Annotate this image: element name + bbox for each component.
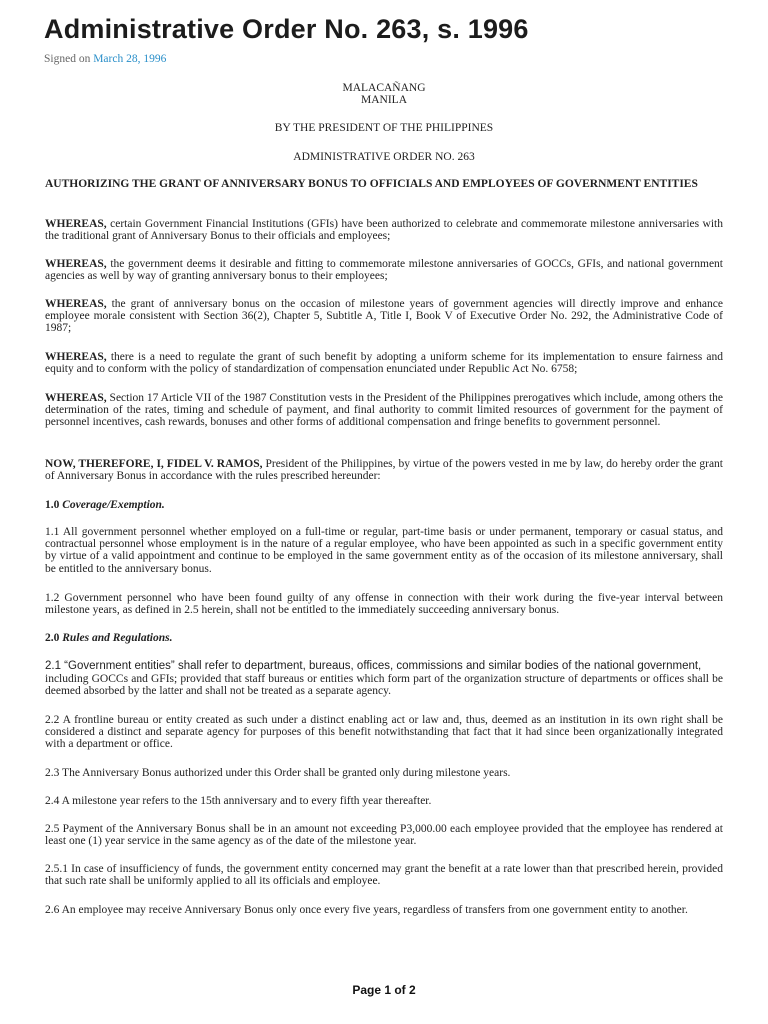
section-number: 2.0: [45, 632, 60, 644]
now-therefore-clause: [45, 458, 723, 482]
whereas-text: the grant of anniversary bonus on the occasion of milestone years of government agencies will directly improve and enhance employee morale consistent with Section 36(2), Chapter 5, Subtitle A, Title I, Book V of Executive Order No. 292, the Administrative Code of 1987;: [45, 298, 723, 335]
section-heading-2: [45, 632, 173, 644]
signed-line: [44, 53, 166, 65]
letterhead-line2: MANILA: [361, 94, 407, 106]
whereas-lead: WHEREAS,: [45, 258, 107, 270]
section-item-2-4: 2.4 A milestone year refers to the 15th anniversary and to every fifth year thereafter.: [45, 795, 432, 807]
by-line: BY THE PRESIDENT OF THE PHILIPPINES: [274, 122, 494, 134]
whereas-clause: [45, 351, 723, 375]
section-item-2-3: 2.3 The Anniversary Bonus authorized under this Order shall be granted only during milestone years.: [45, 767, 511, 779]
section-item-1-2: 1.2 Government personnel who have been found guilty of any offense in connection with their work during the five-year interval between milestone years, as defined in 2.5 herein, shall not be entitled to the immediately succeeding anniversary bonus.: [45, 592, 723, 617]
whereas-text: there is a need to regulate the grant of such benefit by adopting a uniform scheme for its implementation to ensure fairness and equity and to conform with the policy of standardization of compensation enunciated under Republic Act No. 6758;: [45, 351, 723, 376]
order-number: ADMINISTRATIVE ORDER NO. 263: [293, 151, 475, 163]
subject-heading: AUTHORIZING THE GRANT OF ANNIVERSARY BONUS TO OFFICIALS AND EMPLOYEES OF GOVERNMENT ENTITIES: [45, 178, 698, 190]
section-title: Coverage/Exemption.: [62, 499, 165, 511]
page-number: Page 1 of 2: [352, 983, 416, 997]
section-item-2-6: 2.6 An employee may receive Anniversary Bonus only once every five years, regardless of transfers from one government entity to another.: [45, 904, 688, 916]
letterhead-line1: MALACAÑANG: [342, 82, 426, 94]
whereas-clause: [45, 298, 723, 335]
section-item-2-1-first: 2.1 “Government entities” shall refer to department, bureaus, offices, commissions and similar bodies of the national government,: [45, 660, 702, 672]
section-heading-1: [45, 499, 165, 511]
whereas-text: Section 17 Article VII of the 1987 Constitution vests in the President of the Philippines prerogatives which include, among others the determination of the rates, timing and schedule of payment, and final authority to commit limited resources of government for the payment of personnel incentives, cash rewards, bonuses and other forms of additional compensation and fringe benefits to government personnel.: [45, 392, 723, 429]
whereas-lead: WHEREAS,: [45, 218, 107, 230]
section-item-2-1-rest: including GOCCs and GFIs; provided that staff bureaus or entities which form part of the organization structure of departments or offices shall be deemed absorbed by the latter and shall not be treated as a separate agency.: [45, 673, 723, 698]
section-item-2-2: 2.2 A frontline bureau or entity created as such under a distinct enabling act or law and, thus, deemed as an institution in its own right shall be considered a distinct and separate agency for purposes of this benefit notwithstanding that fact that it had since been organizationally integrated with a department or office.: [45, 714, 723, 751]
whereas-lead: WHEREAS,: [45, 392, 107, 404]
whereas-lead: WHEREAS,: [45, 298, 107, 310]
whereas-clause: [45, 218, 723, 242]
whereas-lead: WHEREAS,: [45, 351, 107, 363]
signed-prefix: Signed on: [44, 53, 91, 65]
whereas-text: the government deems it desirable and fitting to commemorate milestone anniversaries of GOCCs, GFIs, and national government agencies as well by way of granting anniversary bonus to their employees;: [45, 258, 723, 283]
section-item-2-5: 2.5 Payment of the Anniversary Bonus shall be in an amount not exceeding P3,000.00 each employee provided that the employee has rendered at least one (1) year service in the same agency as of the date of the milestone year.: [45, 823, 723, 848]
whereas-clause: [45, 392, 723, 429]
whereas-clause: [45, 258, 723, 282]
section-item-1-1: 1.1 All government personnel whether employed on a full-time or regular, part-time basis or under permanent, temporary or casual status, and contractual personnel whose employment is in the nature of a regular employee, who have been appointed as such in a specific government entity by virtue of a valid appointment and continue to be employed in the same government entity as of the occasion of its milestone anniversary, shall be entitled to the anniversary bonus.: [45, 526, 723, 575]
section-number: 1.0: [45, 499, 60, 511]
signed-date-link[interactable]: March 28, 1996: [93, 53, 167, 65]
section-item-2-5-1: 2.5.1 In case of insufficiency of funds, the government entity concerned may grant the benefit at a rate lower than that prescribed herein, provided that such rate shall be uniformly applied to all its officials and employee.: [45, 863, 723, 888]
now-therefore-lead: NOW, THEREFORE, I, FIDEL V. RAMOS,: [45, 458, 263, 470]
page-title: Administrative Order No. 263, s. 1996: [44, 14, 529, 44]
section-title: Rules and Regulations.: [62, 632, 173, 644]
now-therefore-text: President of the Philippines, by virtue of the powers vested in me by law, do hereby order the grant of Anniversary Bonus in accordance with the rules prescribed hereunder:: [45, 458, 723, 483]
whereas-text: certain Government Financial Institutions (GFIs) have been authorized to celebrate and commemorate milestone anniversaries with the traditional grant of Anniversary Bonus to their officials and employees;: [45, 218, 723, 243]
